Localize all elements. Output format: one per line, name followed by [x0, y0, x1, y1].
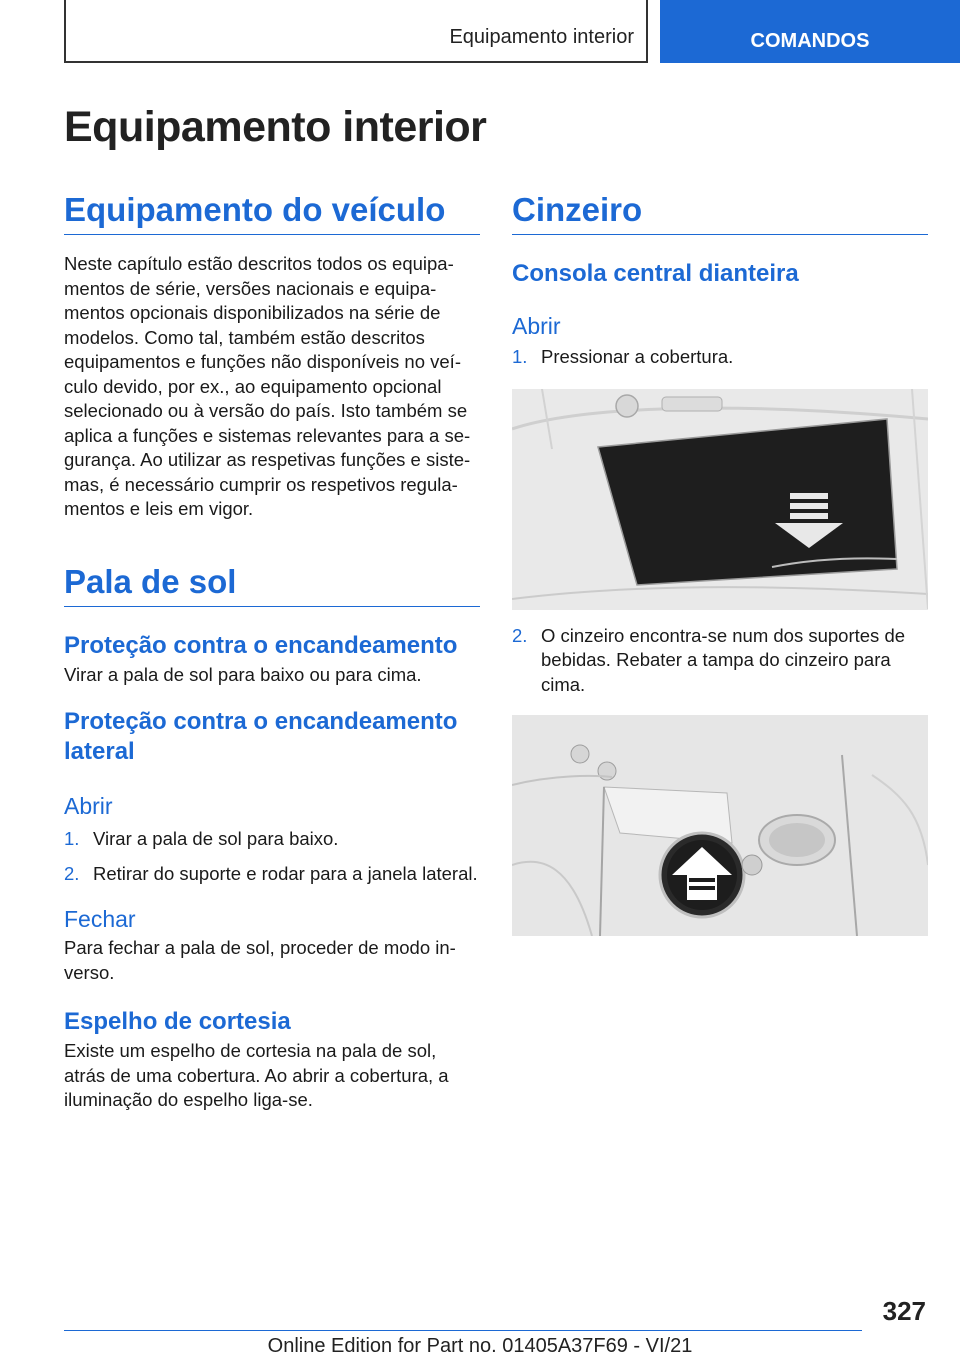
step-number: 1. [512, 346, 528, 367]
footer-edition: Online Edition for Part no. 01405A37F69 - VI/21 [267, 1335, 693, 1357]
header-section-box [64, 0, 648, 63]
abrir-lateral-steps [64, 827, 480, 886]
list-item [64, 862, 480, 887]
fechar-body: Para fechar a pala de sol, proceder de modo inverso. [64, 937, 456, 983]
page-number: 327 [882, 1296, 926, 1326]
step-text: Retirar do suporte e rodar para a janela lateral. [93, 862, 478, 884]
heading-fechar: Fechar [64, 906, 136, 932]
heading-equipamento-veiculo: Equipamento do veículo [64, 190, 480, 235]
step-number: 1. [64, 828, 80, 849]
intro-paragraph: Neste capítulo estão descritos todos os equipamentos de série, versões nacionais e equipamentos opcionais disponibilizados na série de modelos. Como tal, também estão descritos equipamentos e funções não disponíveis no veículo devido, por ex., ao equipamento opcional selecionado ou à versão do país. Isto também se aplica a funções e sistemas relevantes para a segurança. Ao utilizar as respetivas funções e sistemas, é necessário cumprir os respetivos regulamentos e leis em vigor. [64, 253, 471, 519]
right-column [512, 190, 928, 936]
step-text: O cinzeiro encontra-se num dos suportes de bebidas. Rebater a tampa do cinzeiro para cima. [541, 624, 906, 695]
espelho-body: Existe um espelho de cortesia na pala de sol, atrás de uma cobertura. Ao abrir a cobertura, a iluminação do espelho liga-se. [64, 1040, 449, 1110]
list-item [512, 345, 928, 370]
header-section-title: Equipamento interior [449, 26, 634, 48]
heading-protecao-lateral: Proteção contra o encandeamento lateral [64, 708, 458, 765]
left-column [64, 190, 480, 1113]
list-item [64, 827, 480, 852]
abrir-cinzeiro-steps-cont [512, 624, 928, 698]
protecao-body: Virar a pala de sol para baixo ou para cima. [64, 663, 422, 685]
step-number: 2. [64, 862, 80, 884]
list-item [512, 624, 928, 698]
page-title: Equipamento interior [64, 103, 487, 151]
heading-abrir-cinzeiro: Abrir [512, 313, 561, 339]
console-cover-figure [512, 389, 928, 610]
heading-protecao-encandeamento: Proteção contra o encandeamento [64, 631, 458, 659]
step-text: Pressionar a cobertura. [541, 346, 734, 367]
abrir-cinzeiro-steps [512, 345, 928, 370]
heading-cinzeiro: Cinzeiro [512, 190, 928, 235]
step-text: Virar a pala de sol para baixo. [93, 828, 339, 849]
heading-espelho-cortesia: Espelho de cortesia [64, 1008, 291, 1035]
heading-pala-de-sol: Pala de sol [64, 562, 480, 607]
step-number: 2. [512, 624, 528, 646]
footer-rule [64, 1330, 862, 1331]
header-chapter-tab[interactable]: COMANDOS [660, 0, 960, 63]
heading-abrir-lateral: Abrir [64, 793, 113, 819]
heading-consola-central: Consola central dianteira [512, 260, 799, 287]
ashtray-cupholder-figure [512, 715, 928, 936]
